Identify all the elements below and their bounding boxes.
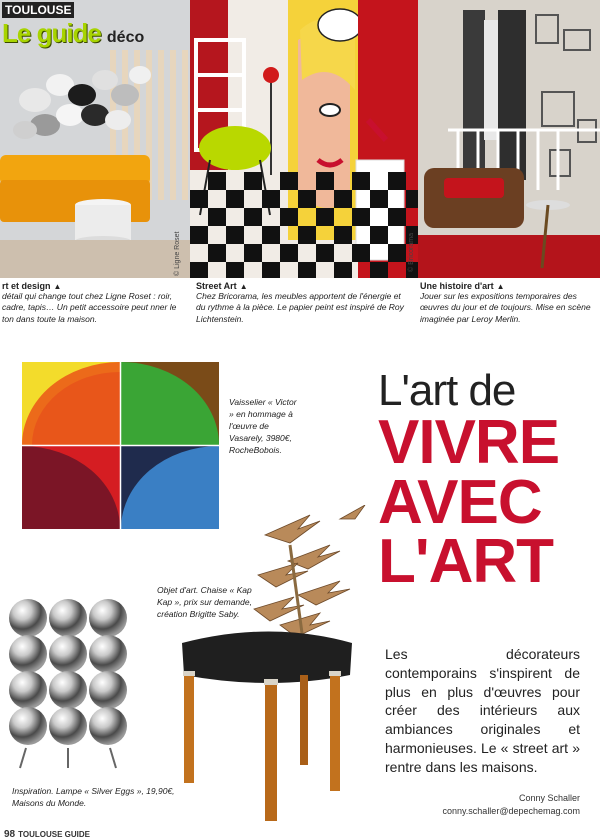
lamp-sphere — [89, 671, 127, 709]
floor-tile — [352, 172, 370, 190]
lamp-sphere — [89, 599, 127, 637]
magazine-name-top: TOULOUSE — [2, 2, 74, 18]
triangle-icon: ▲ — [239, 282, 248, 291]
author-email: conny.schaller@depechemag.com — [442, 806, 580, 817]
floor-tile — [298, 226, 316, 244]
floor-tile — [388, 208, 406, 226]
floor-tile — [244, 208, 262, 226]
caption-histoire-art — [420, 281, 598, 325]
lamp-sphere — [9, 707, 47, 745]
floor-tile — [334, 190, 352, 208]
floor-tile — [316, 244, 334, 262]
author-name: Conny Schaller — [518, 793, 580, 803]
triangle-icon: ▲ — [496, 282, 505, 291]
headline-line-4: L'ART — [378, 527, 554, 597]
floor-tile — [262, 190, 280, 208]
floor-tile — [262, 262, 280, 278]
floor-tile — [226, 226, 244, 244]
folio-title: TOULOUSE GUIDE — [18, 830, 90, 839]
caption-street-art — [196, 281, 412, 325]
floor-tile — [316, 208, 334, 226]
floor-tile — [226, 190, 244, 208]
floor-tile — [316, 172, 334, 190]
floor-tile — [208, 208, 226, 226]
page-folio — [4, 829, 90, 839]
floor-tile — [352, 244, 370, 262]
floor-tile — [208, 244, 226, 262]
chair-image — [170, 505, 380, 823]
lamp-sphere — [49, 707, 87, 745]
lamp-sphere — [89, 707, 127, 745]
headline-line-3: AVEC — [378, 467, 542, 537]
floor-tile — [388, 244, 406, 262]
floor-tile — [406, 190, 418, 208]
magazine-name: Le guide — [2, 18, 101, 48]
photo-leroy-merlin — [418, 0, 600, 278]
floor-tile — [370, 226, 388, 244]
floor-tile — [280, 208, 298, 226]
floor-tile — [208, 172, 226, 190]
caption-text: détail qui change tout chez Ligne Roset : roir, cadre, tapis… Un petit accessoire peut nner le ton dans toute la maison. — [2, 291, 177, 324]
floor-tile — [298, 262, 316, 278]
lamp-image — [6, 598, 130, 770]
floor-tile — [298, 190, 316, 208]
article-headline — [378, 366, 588, 597]
floor-tile — [244, 244, 262, 262]
lamp-sphere — [49, 599, 87, 637]
lamp-sphere — [9, 671, 47, 709]
author-block — [442, 792, 580, 818]
lamp-sphere — [49, 671, 87, 709]
floor-tile — [280, 172, 298, 190]
page-number: 98 — [4, 829, 16, 839]
floor-tile — [226, 262, 244, 278]
floor-tile — [334, 262, 352, 278]
headline-line-1: L'art de — [378, 366, 516, 415]
photo-credit: © Ligne Roset — [174, 231, 181, 276]
floor-tile — [244, 172, 262, 190]
lamp-sphere — [89, 635, 127, 673]
article-intro: Les décorateurs contemporains s'inspirent de plus en plus d'œuvres pour créer des intérieurs aux ambiances originales et harmonieuses. Le « street art » rentre dans les maisons. — [385, 646, 580, 775]
floor-tile — [388, 172, 406, 190]
magazine-logo — [2, 2, 144, 49]
floor-tile — [334, 226, 352, 244]
caption-title: Street Art — [196, 281, 237, 291]
floor-tile — [190, 262, 208, 278]
caption-text: Jouer sur les expositions temporaires des œuvres du jour et de toujours. Mise en scène imaginée par Leroy Merlin. — [420, 291, 591, 324]
lamp-sphere — [9, 635, 47, 673]
photo-street-art — [190, 0, 418, 278]
magazine-section: déco — [106, 29, 145, 46]
caption-text: Chez Bricorama, les meubles apportent de l'énergie et du rythme à la pièce. Le papier peint est inspiré de Roy Lichtenstein. — [196, 291, 404, 324]
floor-tile — [352, 208, 370, 226]
vaisselier-image — [22, 362, 219, 529]
photo-ligne-roset — [0, 0, 190, 278]
caption-art-et-design — [2, 281, 187, 325]
photo-credit: © Bricorama — [408, 233, 415, 272]
lamp-caption: Inspiration. Lampe « Silver Eggs », 19,90€, Maisons du Monde. — [12, 786, 175, 808]
floor-tile — [280, 244, 298, 262]
caption-title: Une histoire d'art — [420, 281, 494, 291]
floor-tile — [370, 190, 388, 208]
floor-tile — [262, 226, 280, 244]
floor-tile — [190, 226, 208, 244]
vaisselier-caption: Vaisselier « Victor » en hommage à l'œuvre de Vasarely, 3980€, RocheBobois. — [229, 397, 297, 455]
chair-caption: Objet d'art. Chaise « Kap Kap », prix sur demande, création Brigitte Saby. — [157, 585, 252, 619]
triangle-icon: ▲ — [53, 282, 62, 291]
lamp-sphere — [9, 599, 47, 637]
caption-title: rt et design — [2, 281, 51, 291]
floor-tile — [190, 190, 208, 208]
floor-tile — [370, 262, 388, 278]
headline-line-2: VIVRE — [378, 408, 560, 477]
lamp-sphere — [49, 635, 87, 673]
